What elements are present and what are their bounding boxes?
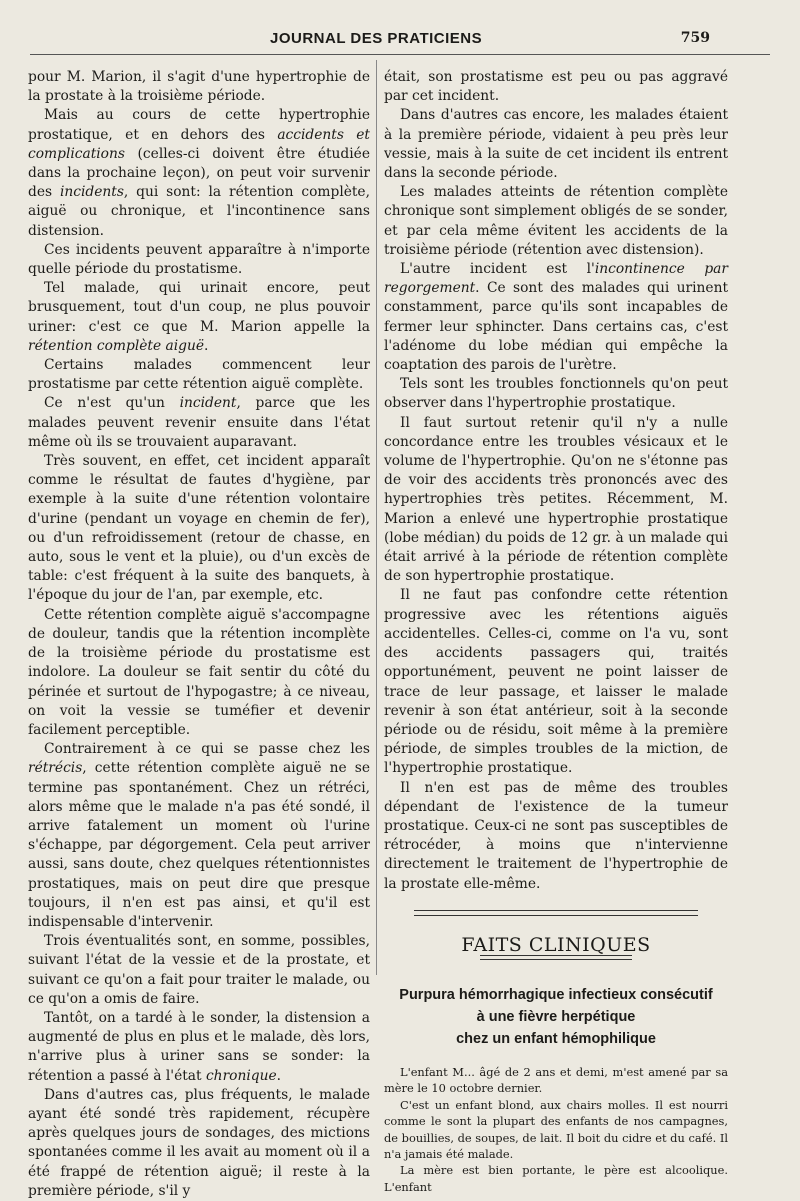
- text-run: Cette rétention complète aiguë s'accompagne de douleur, tandis que la rétention incomplète de la troisième période du prostatisme est indolore. La douleur se fait sentir du côté du périnée et surtout de l'hypogastre; à ce niveau, on voit la vessie se tuméfier et devenir facilement perceptible.: [28, 606, 370, 738]
- article-title-line: Purpura hémorrhagique infectieux consécutif: [399, 986, 713, 1003]
- paragraph: [384, 586, 728, 778]
- text-run: était, son prostatisme est peu ou pas aggravé par cet incident.: [384, 69, 728, 105]
- paragraph: [28, 356, 370, 394]
- italic-text: incontinence par regorgement: [384, 261, 728, 297]
- text-run: Les malades atteints de rétention complète chronique sont simplement obligés de se sonder, et par cela même évitent les accidents de la troisième période (rétention avec distension).: [384, 184, 728, 258]
- italic-text: chronique: [205, 1067, 277, 1084]
- text-run: pour M. Marion, il s'agit d'une hypertrophie de la prostate à la troisième période.: [28, 69, 370, 105]
- right-column-text: [384, 68, 728, 894]
- paragraph: [28, 241, 370, 279]
- paragraph: [28, 1086, 370, 1201]
- paragraph: [384, 414, 728, 587]
- page-number: 759: [680, 30, 710, 46]
- text-run: Tantôt, on a tardé à le sonder, la distension a augmenté de plus en plus et le malade, dès lors, n'arrive plus à uriner sans se sonder: la rétention a passé à l'état: [28, 1009, 370, 1084]
- text-run: Dans d'autres cas, plus fréquents, le malade ayant été sondé très rapidement, récupère après quelques jours de sondages, des mictions spontanées comme il les avait au moment où il a été frappé de rétention aiguë; il reste à la première période, s'il y: [28, 1086, 370, 1199]
- paragraph: [28, 394, 370, 452]
- section-separator: [414, 910, 698, 916]
- paragraph: [28, 932, 370, 1009]
- article-title-line: à une fièvre herpétique: [476, 1008, 636, 1025]
- italic-text: rétrécis: [28, 760, 83, 777]
- paragraph: [384, 779, 728, 894]
- text-run: Contrairement à ce qui se passe chez les: [44, 741, 370, 758]
- text-run: Certains malades commencent leur prostatisme par cette rétention aiguë complète.: [28, 357, 370, 393]
- text-run: (celles-ci doivent être étudiée dans la prochaine leçon), on peut voir survenir des: [28, 145, 370, 201]
- paragraph: [384, 260, 728, 375]
- text-run: Il ne faut pas confondre cette rétention progressive avec les rétentions aiguës accidentelles. Celles-ci, comme on l'a vu, sont des accidents passagers qui, traités opportunément, peuvent ne point laisser de trace de leur passage, et laisser le malade revenir à son état antérieur, soit à la seconde période ou de résidu, soit même à la première période, de simples troubles de la miction, de l'hypertrophie prostatique.: [384, 587, 728, 777]
- article-paragraph: L'enfant M... âgé de 2 ans et demi, m'est amené par sa mère le 10 octobre dernier.: [384, 1064, 728, 1096]
- italic-text: incident: [179, 395, 237, 412]
- text-run: Trois éventualités sont, en somme, possibles, suivant l'état de la vessie et de la prostate, et suivant ce qu'on a fait pour traiter le malade, ou ce qu'on a omis de faire.: [28, 933, 370, 1007]
- running-head: [0, 30, 800, 52]
- paragraph: [384, 106, 728, 183]
- text-run: Il n'en est pas de même des troubles dépendant de l'existence de la tumeur prostatique. Ceux-ci ne sont pas susceptibles de rétrocéder, à moins que n'intervienne directement le traitement de l'hypertrophie de la prostate elle-même.: [384, 779, 728, 892]
- text-run: .: [204, 337, 209, 354]
- text-run: L'autre incident est l': [400, 261, 595, 278]
- paragraph: [28, 279, 370, 356]
- paragraph: [28, 740, 370, 932]
- section-title: FAITS CLINIQUES: [461, 933, 651, 956]
- text-run: Ce n'est qu'un: [44, 395, 180, 412]
- paragraph: [28, 68, 370, 106]
- text-run: , qui sont: la rétention complète, aiguë ou chronique, et l'incontinence sans distension.: [28, 184, 370, 239]
- article-title: [384, 984, 728, 1050]
- paragraph: [384, 375, 728, 413]
- text-run: Très souvent, en effet, cet incident apparaît comme le résultat de fautes d'hygiène, par exemple à la suite d'une rétention volontaire d'urine (pendant un voyage en chemin de fer), ou d'un refroidissement (retour de chasse, en auto, sous le vent et la pluie), ou d'un excès de table: c'est fréquent à la suite des banquets, à l'époque du jour de l'an, par exemple, etc.: [28, 453, 370, 604]
- text-run: . Ce sont des malades qui urinent constamment, parce qu'ils sont incapables de fermer leur sphincter. Dans certains cas, c'est l'adénome du lobe médian qui empêche la coaptation des parois de l'urètre.: [384, 280, 728, 374]
- article-body: [384, 1064, 728, 1195]
- text-run: Ces incidents peuvent apparaître à n'importe quelle période du prostatisme.: [28, 241, 370, 278]
- text-run: Mais au cours de cette hypertrophie prostatique, et en dehors des: [28, 107, 370, 143]
- text-run: Tels sont les troubles fonctionnels qu'on peut observer dans l'hypertrophie prostatique.: [384, 376, 728, 412]
- text-run: .: [276, 1067, 282, 1084]
- text-run: , parce que les malades peuvent revenir ensuite dans l'état même où ils se trouvaient auparavant.: [28, 395, 370, 450]
- right-column: [384, 68, 728, 1195]
- italic-text: rétention complète aiguë: [28, 337, 205, 354]
- paragraph: [28, 106, 370, 240]
- text-run: , cette rétention complète aiguë ne se termine pas spontanément. Chez un rétréci, alors même que le malade n'a pas été sondé, il arrive fatalement un moment où l'urine s'échappe, par dégorgement. Cela peut arriver aussi, sans doute, chez quelques rétentionnistes prostatiques, mais on peut dire que presque toujours, il n'en est pas ainsi, et qu'il est indispensable d'intervenir.: [28, 760, 370, 930]
- italic-text: incidents: [59, 184, 124, 201]
- article-paragraph: La mère est bien portante, le père est alcoolique. L'enfant: [384, 1163, 728, 1194]
- text-run: Dans d'autres cas encore, les malades étaient à la première période, vidaient à peu près leur vessie, mais à la suite de cet incident ils entrent dans la seconde période.: [384, 107, 728, 182]
- paragraph: [28, 452, 370, 606]
- paragraph: [28, 606, 370, 740]
- column-divider: [376, 60, 377, 975]
- paragraph: [28, 1009, 370, 1086]
- paragraph: [384, 68, 728, 106]
- journal-title: JOURNAL DES PRATICIENS: [270, 30, 483, 47]
- text-run: Tel malade, qui urinait encore, peut brusquement, tout d'un coup, ne plus pouvoir uriner: c'est ce que M. Marion appelle la: [28, 280, 370, 335]
- italic-text: accidents et complications: [28, 126, 370, 162]
- left-column: [28, 68, 370, 1201]
- text-run: Il faut surtout retenir qu'il n'y a nulle concordance entre les troubles vésicaux et le volume de l'hypertrophie. Qu'on ne s'étonne pas de voir des accidents très prononcés avec des hypertrophies très petites. Récemment, M. Marion a enlevé une hypertrophie prostatique (lobe médian) du poids de 12 gr. à un malade qui était arrivé à la période de rétention complète de son hypertrophie prostatique.: [384, 414, 728, 585]
- paragraph: [384, 183, 728, 260]
- article-paragraph: C'est un enfant blond, aux chairs molles. Il est nourri comme le sont la plupart des enfants de nos campagnes, de bouillies, de soupes, de lait. Il boit du cidre et du café. Il n'a jamais été malade.: [384, 1097, 728, 1161]
- article-title-line: chez un enfant hémophilique: [456, 1030, 656, 1047]
- header-rule: [30, 54, 770, 55]
